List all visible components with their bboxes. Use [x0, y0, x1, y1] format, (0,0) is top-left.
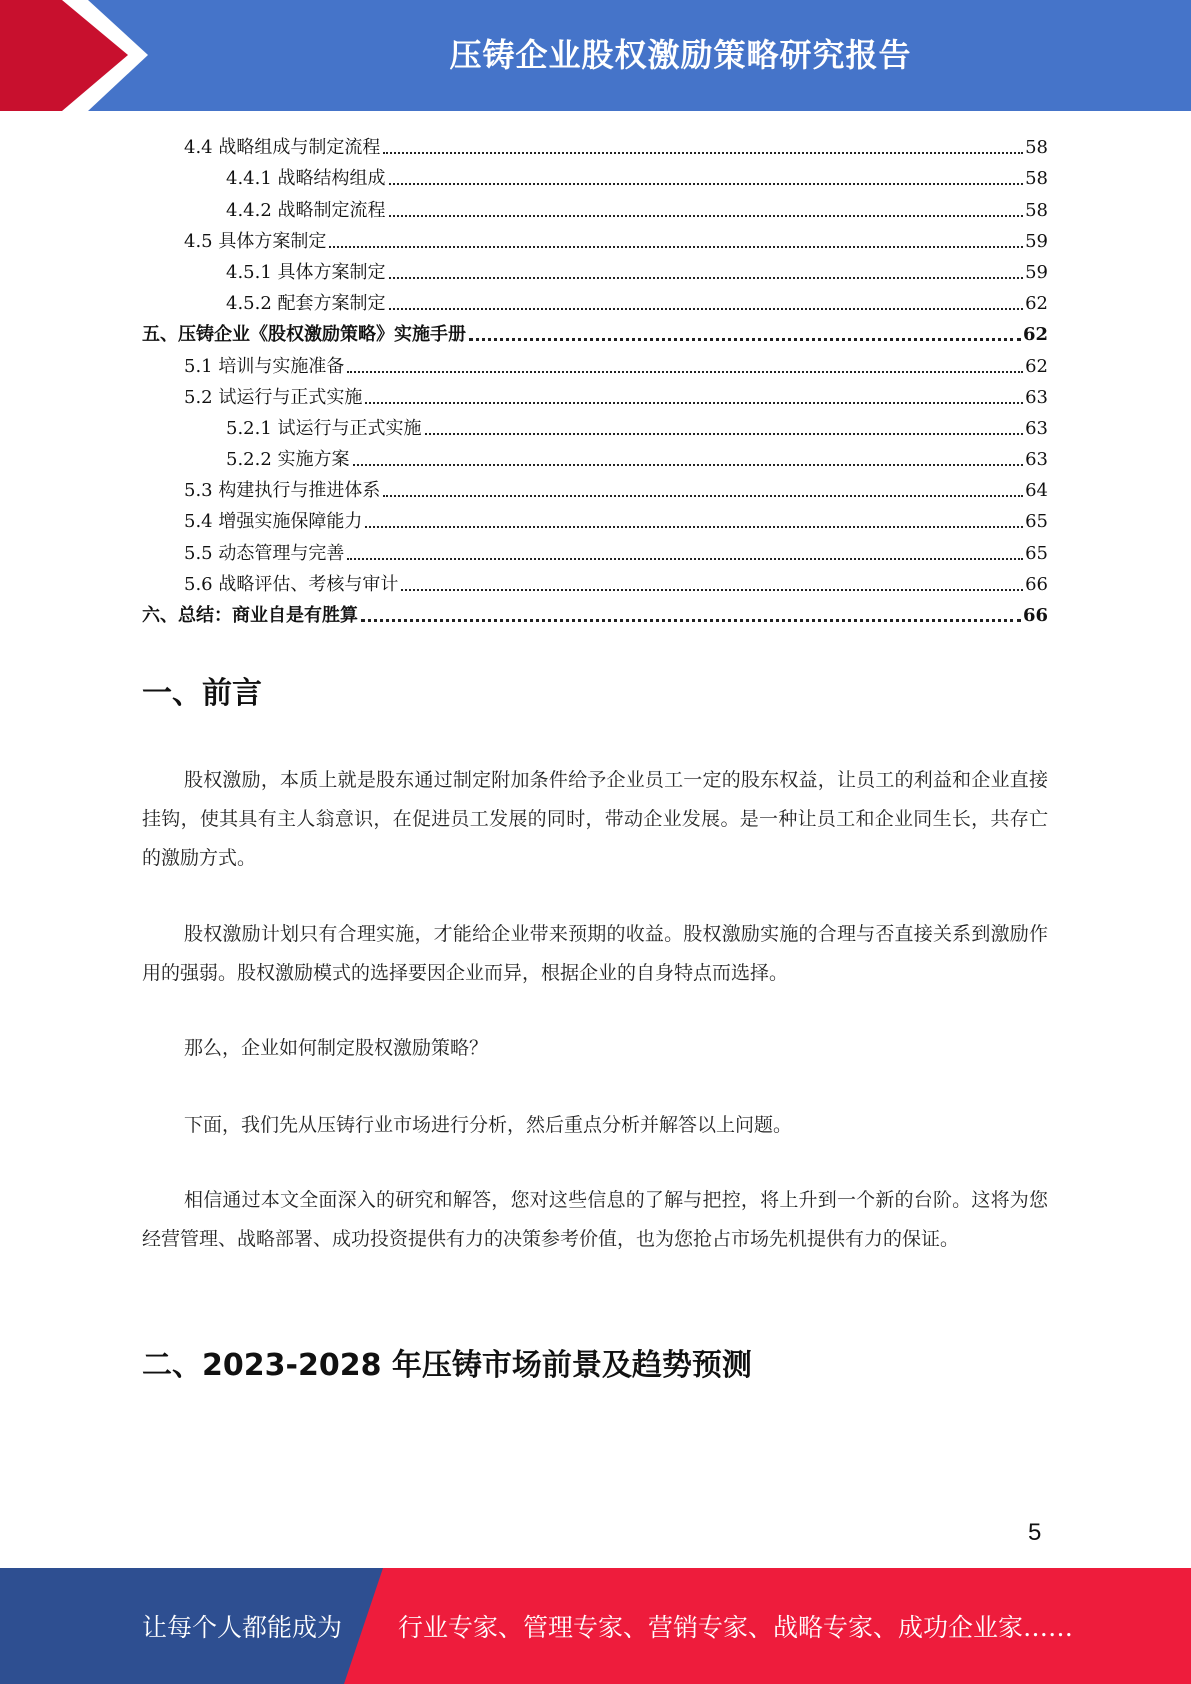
toc-entry-title: 4.5.2 配套方案制定: [226, 293, 386, 315]
toc-entry[interactable]: [142, 159, 1048, 190]
toc-entry-page: 59: [1025, 261, 1048, 283]
toc-dot-leader: [469, 338, 1021, 341]
toc-entry-page: 62: [1025, 355, 1048, 377]
page-number: 5: [1028, 1519, 1042, 1546]
toc-dot-leader: [365, 526, 1023, 528]
toc-entry-page: 63: [1025, 386, 1048, 408]
toc-entry-title: 六、总结：商业自是有胜算: [142, 605, 358, 626]
toc-dot-leader: [389, 215, 1024, 217]
paragraph: 下面，我们先从压铸行业市场进行分析，然后重点分析并解答以上问题。: [184, 1114, 793, 1136]
paragraph: 股权激励，本质上就是股东通过制定附加条件给予企业员工一定的股东权益，让员工的利益和企业直接挂钩，使其具有主人翁意识，在促进员工发展的同时，带动企业发展。是一种让员工和企业同生长，共存亡的激励方式。: [142, 769, 1048, 869]
paragraph: 股权激励计划只有合理实施，才能给企业带来预期的收益。股权激励实施的合理与否直接关系到激励作用的强弱。股权激励模式的选择要因企业而异，根据企业的自身特点而选择。: [142, 923, 1048, 984]
toc-entry-page: 58: [1025, 168, 1048, 190]
toc-entry-page: 65: [1025, 542, 1048, 564]
table-of-contents: [142, 128, 1048, 627]
toc-entry-title: 4.4.1 战略结构组成: [226, 168, 386, 190]
toc-entry-page: 63: [1025, 417, 1048, 439]
toc-dot-leader: [383, 495, 1023, 497]
toc-dot-leader: [389, 183, 1024, 185]
toc-entry-title: 5.2.1 试运行与正式实施: [226, 417, 422, 439]
toc-entry-title: 5.4 增强实施保障能力: [184, 511, 363, 533]
toc-dot-leader: [425, 433, 1024, 435]
toc-dot-leader: [389, 277, 1024, 279]
section-heading-forecast: 二、2023-2028 年压铸市场前景及趋势预测: [142, 1348, 752, 1383]
toc-entry[interactable]: [142, 502, 1048, 533]
toc-dot-leader: [329, 246, 1023, 248]
toc-entry[interactable]: [142, 315, 1048, 346]
toc-entry[interactable]: [142, 596, 1048, 627]
toc-entry-title: 4.5 具体方案制定: [184, 230, 327, 252]
toc-entry[interactable]: [142, 346, 1048, 377]
toc-entry-page: 62: [1025, 293, 1048, 315]
toc-entry-page: 66: [1022, 605, 1048, 626]
toc-entry-page: 59: [1025, 230, 1048, 252]
toc-entry[interactable]: [142, 409, 1048, 440]
toc-entry-title: 五、压铸企业《股权激励策略》实施手册: [142, 324, 466, 346]
toc-entry-title: 5.2 试运行与正式实施: [184, 386, 363, 408]
toc-entry[interactable]: [142, 128, 1048, 159]
header-banner: [0, 0, 1191, 111]
toc-entry[interactable]: [142, 378, 1048, 409]
toc-dot-leader: [347, 558, 1023, 560]
toc-dot-leader: [353, 464, 1024, 466]
toc-entry[interactable]: [142, 565, 1048, 596]
toc-entry-page: 62: [1022, 324, 1048, 346]
toc-entry[interactable]: [142, 222, 1048, 253]
toc-entry[interactable]: [142, 253, 1048, 284]
toc-dot-leader: [347, 371, 1023, 373]
toc-entry-page: 64: [1025, 480, 1048, 502]
toc-entry-title: 4.5.1 具体方案制定: [226, 261, 386, 283]
toc-entry-title: 5.2.2 实施方案: [226, 449, 350, 471]
toc-entry-title: 5.6 战略评估、考核与审计: [184, 573, 399, 595]
paragraph: 相信通过本文全面深入的研究和解答，您对这些信息的了解与把控，将上升到一个新的台阶。这将为您经营管理、战略部署、成功投资提供有力的决策参考价值，也为您抢占市场先机提供有力的保证。: [142, 1189, 1048, 1250]
toc-entry-page: 65: [1025, 511, 1048, 533]
toc-entry-title: 5.5 动态管理与完善: [184, 542, 345, 564]
toc-entry[interactable]: [142, 440, 1048, 471]
toc-entry-title: 5.3 构建执行与推进体系: [184, 480, 381, 502]
footer-banner: [0, 1568, 1191, 1684]
toc-entry-page: 58: [1025, 137, 1048, 159]
toc-entry-title: 5.1 培训与实施准备: [184, 355, 345, 377]
toc-entry-page: 66: [1025, 573, 1048, 595]
toc-dot-leader: [389, 308, 1024, 310]
toc-entry[interactable]: [142, 533, 1048, 564]
toc-dot-leader: [401, 589, 1023, 591]
toc-entry[interactable]: [142, 284, 1048, 315]
toc-entry-title: 4.4.2 战略制定流程: [226, 199, 386, 221]
toc-entry[interactable]: [142, 471, 1048, 502]
toc-dot-leader: [365, 402, 1023, 404]
footer-slogan-left: 让每个人都能成为: [142, 1613, 343, 1642]
toc-entry[interactable]: [142, 190, 1048, 221]
toc-entry-page: 58: [1025, 199, 1048, 221]
toc-dot-leader: [383, 152, 1023, 154]
toc-dot-leader: [361, 619, 1021, 622]
toc-entry-page: 63: [1025, 449, 1048, 471]
section-heading-preface: 一、前言: [142, 676, 262, 711]
toc-entry-title: 4.4 战略组成与制定流程: [184, 137, 381, 159]
document-title: 压铸企业股权激励策略研究报告: [449, 35, 912, 74]
paragraph: 那么，企业如何制定股权激励策略？: [184, 1037, 489, 1059]
footer-slogan-right: 行业专家、管理专家、营销专家、战略专家、成功企业家……: [398, 1613, 1074, 1642]
